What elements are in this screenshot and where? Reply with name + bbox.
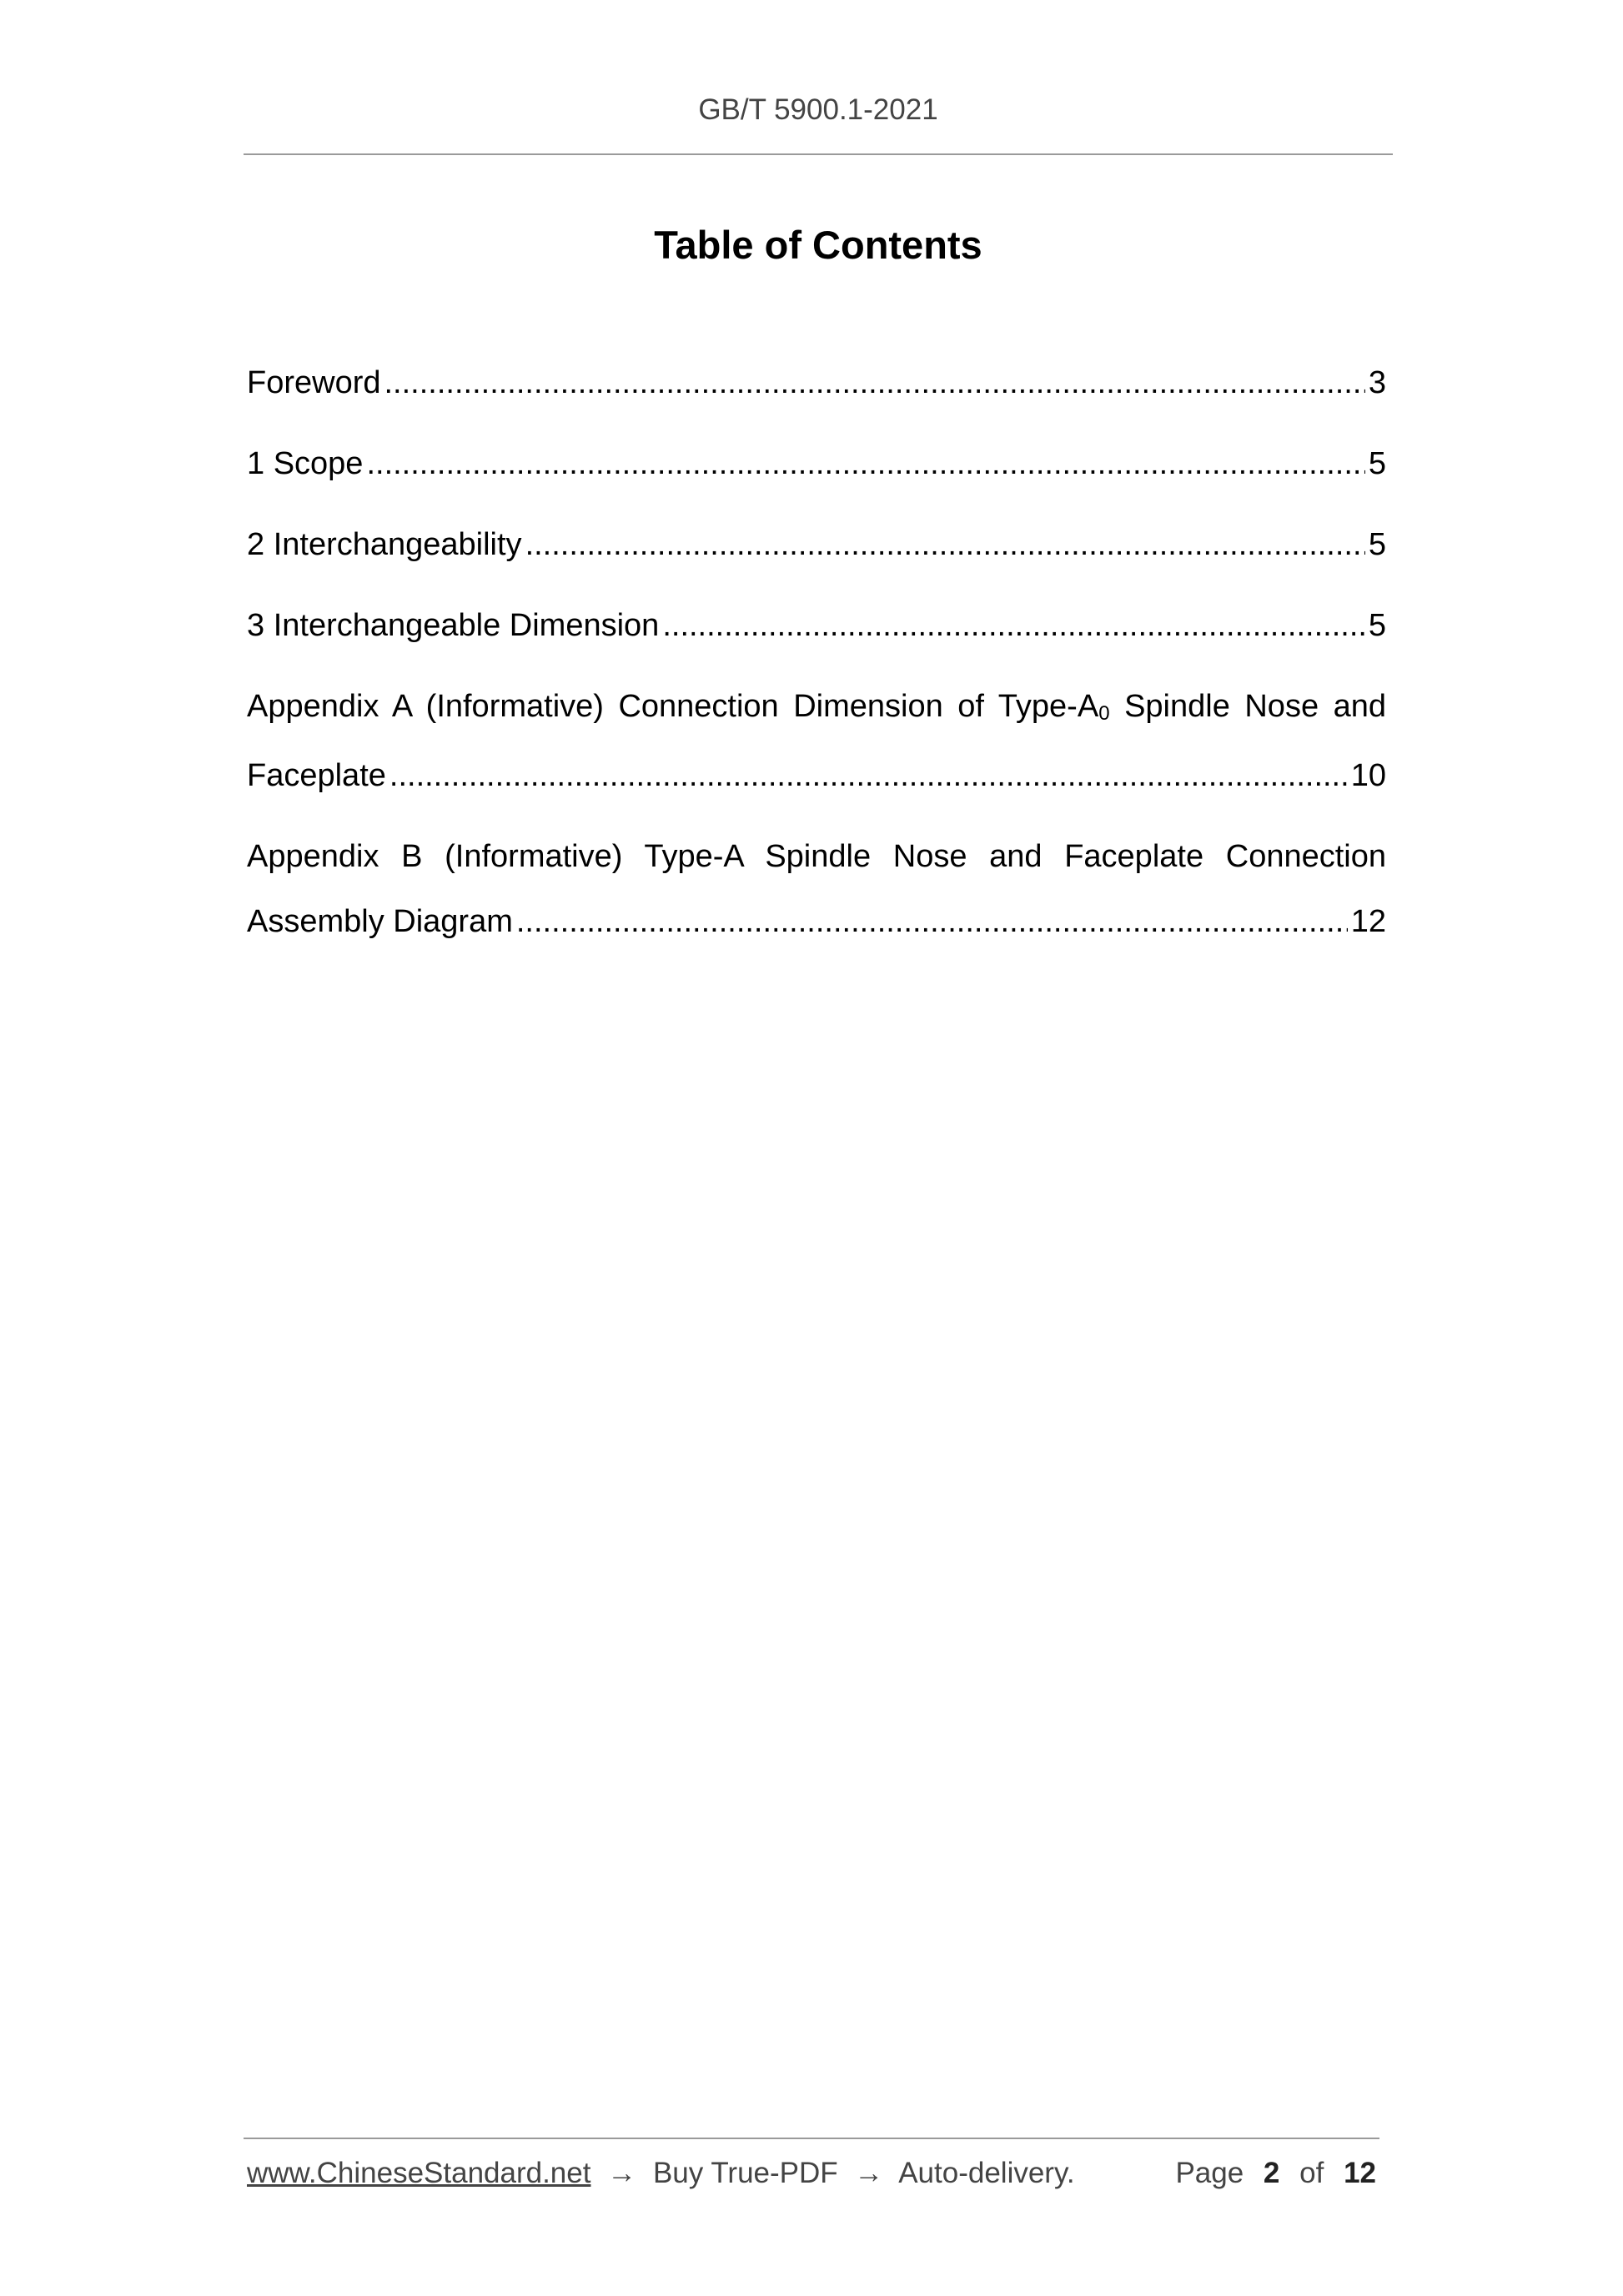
toc-entry-page: 5: [1368, 446, 1386, 481]
page-current: 2: [1263, 2157, 1280, 2189]
toc-dot-leader: [389, 743, 1348, 808]
toc-entry-label: 3 Interchangeable Dimension: [247, 608, 660, 643]
toc-dot-leader: [662, 593, 1365, 658]
toc-entry-interchangeable-dimension[interactable]: [247, 593, 1386, 658]
page-indicator: [1175, 2157, 1376, 2190]
toc-entry-label-line1: Appendix A (Informative) Connection Dimension of Type-$A_0$ Spindle Nose and: [247, 689, 1386, 725]
toc-entry-page: 12: [1350, 904, 1386, 939]
buy-text: Buy True-PDF: [652, 2157, 838, 2189]
toc-entry-label-line2: Faceplate: [247, 758, 386, 793]
subscript: 0: [1098, 702, 1110, 725]
toc-entry-scope[interactable]: [247, 431, 1386, 496]
running-header: GB/T 5900.1-2021: [698, 93, 938, 126]
toc-entry-appendix-b[interactable]: [247, 824, 1386, 954]
header-divider: [244, 153, 1393, 155]
page-footer: [247, 2157, 1376, 2190]
page-of: of: [1299, 2157, 1324, 2189]
site-link[interactable]: www.ChineseStandard.net: [247, 2157, 591, 2189]
toc-entry-appendix-a[interactable]: [247, 674, 1386, 808]
toc-list: [247, 350, 1386, 954]
arrow-right-icon: →: [607, 2157, 637, 2189]
toc-entry-label-line2: Assembly Diagram: [247, 904, 513, 939]
page-label: Page: [1175, 2157, 1244, 2189]
delivery-text: Auto-delivery.: [898, 2157, 1075, 2189]
toc-entry-label: Foreword: [247, 365, 381, 400]
toc-entry-page: 10: [1350, 758, 1386, 793]
toc-entry-label: 1 Scope: [247, 446, 364, 481]
footer-promo: [247, 2157, 1075, 2190]
toc-dot-leader: [516, 889, 1348, 954]
toc-entry-page: 3: [1368, 365, 1386, 400]
toc-entry-label: 2 Interchangeability: [247, 527, 522, 562]
toc-entry-foreword[interactable]: [247, 350, 1386, 415]
footer-divider: [244, 2138, 1379, 2139]
arrow-right-icon: →: [854, 2157, 884, 2189]
toc-dot-leader: [384, 350, 1365, 415]
toc-entry-page: 5: [1368, 527, 1386, 562]
toc-entry-label-line1: Appendix B (Informative) Type-A Spindle Nose and Faceplate Connection: [247, 839, 1386, 874]
toc-title: Table of Contents: [654, 223, 982, 267]
page-total: 12: [1344, 2157, 1376, 2189]
toc-dot-leader: [366, 431, 1364, 496]
toc-entry-page: 5: [1368, 608, 1386, 643]
toc-dot-leader: [525, 512, 1365, 577]
toc-entry-interchangeability[interactable]: [247, 512, 1386, 577]
